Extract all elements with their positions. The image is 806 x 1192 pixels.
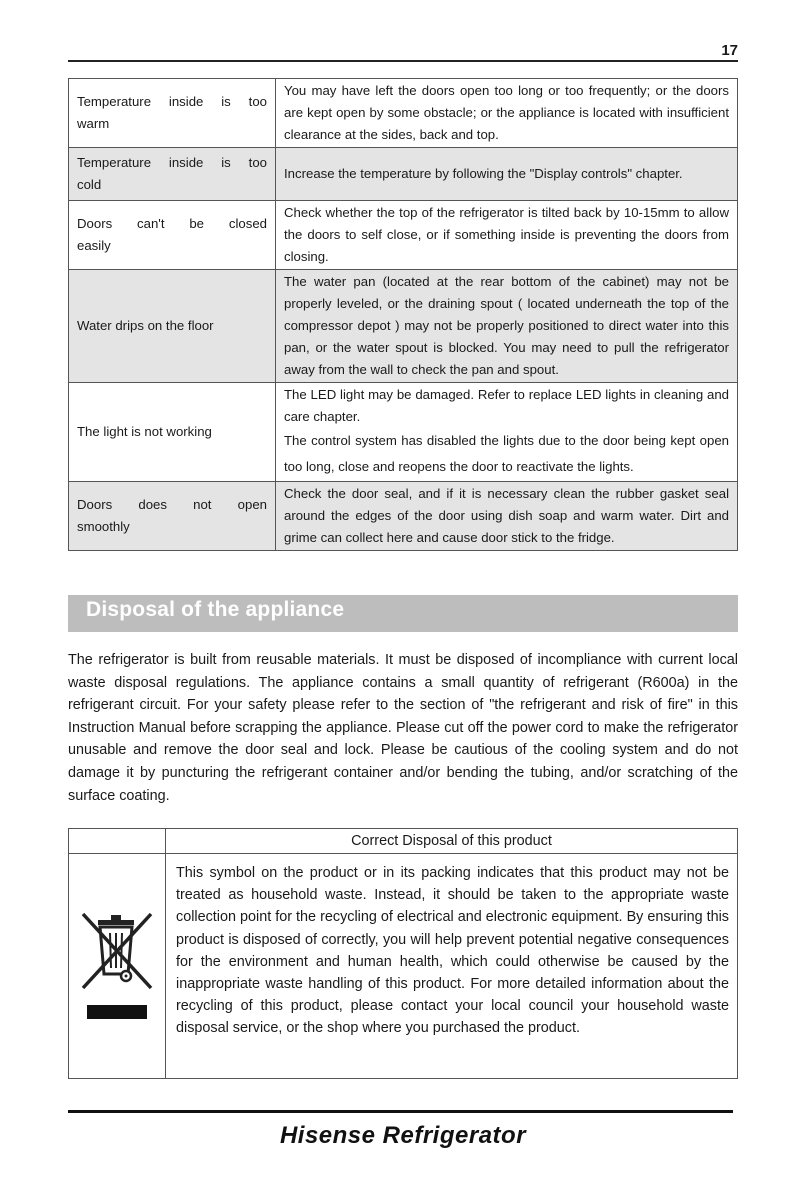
table-row bbox=[69, 482, 738, 551]
problem-cell bbox=[69, 148, 276, 201]
problem-text: Temperature inside is too bbox=[77, 94, 267, 109]
disposal-table bbox=[68, 828, 738, 1079]
weee-symbol-cell bbox=[69, 854, 166, 1079]
problem-cell bbox=[69, 201, 276, 270]
solution-text: Check the door seal, and if it is necessary clean the rubber gasket seal around the edges of the door using dish soap and warm water. Dirt and grime can collect here and cause door stick to the fridge. bbox=[284, 486, 729, 545]
table-row bbox=[69, 201, 738, 270]
solution-text-extra: The control system has disabled the lights due to the door being kept open too long, close and reopens the door to reactivate the lights. bbox=[284, 433, 729, 474]
problem-cell bbox=[69, 482, 276, 551]
section-title: Disposal of the appliance bbox=[86, 598, 345, 621]
problem-cell bbox=[69, 79, 276, 148]
solution-text: You may have left the doors open too long or too frequently; or the doors are kept open by some obstacle; or the appliance is located with insufficient clearance at the sides, back and top. bbox=[284, 83, 729, 142]
troubleshooting-table bbox=[68, 78, 738, 551]
crossed-out-wheelie-bin-icon bbox=[79, 908, 155, 1020]
solution-text: The water pan (located at the rear bottom of the cabinet) may not be properly leveled, or the draining spout ( located underneath the top of the compressor depot ) may not be properly positioned to direct water into this pan, or the water spout is blocked. You may need to pull the refrigerator away from the wall to check the pan and spout. bbox=[284, 274, 729, 377]
solution-cell bbox=[276, 201, 738, 270]
header-rule bbox=[68, 60, 738, 62]
table-row bbox=[69, 148, 738, 201]
disposal-table-text: This symbol on the product or in its packing indicates that this product may not be treated as household waste. Instead, it should be taken to the appropriate waste collection point for the recycling of electrical and electronic equipment. By ensuring this product is disposed of correctly, you will help prevent potential negative consequences for the environment and human health, which could otherwise be caused by the inappropriate waste handling of this product. For more detailed information about the recycling of this product, please contact your local council your household waste disposal service, or the shop where you purchased the product. bbox=[166, 854, 738, 1079]
problem-text: Doors does not open bbox=[77, 497, 267, 512]
table-row bbox=[69, 383, 738, 482]
problem-text: Doors can't be closed bbox=[77, 216, 267, 231]
page-number: 17 bbox=[721, 42, 738, 59]
solution-text: Check whether the top of the refrigerator is tilted back by 10-15mm to allow the doors to self close, or if something inside is preventing the doors from closing. bbox=[284, 205, 729, 264]
solution-cell bbox=[276, 148, 738, 201]
problem-text: smoothly bbox=[77, 519, 130, 534]
solution-text: Increase the temperature by following the "Display controls" chapter. bbox=[284, 166, 683, 181]
table-row bbox=[69, 270, 738, 383]
problem-text: The light is not working bbox=[77, 424, 212, 439]
problem-cell bbox=[69, 270, 276, 383]
problem-text: Water drips on the floor bbox=[77, 318, 214, 333]
disposal-table-corner bbox=[69, 829, 166, 854]
solution-cell bbox=[276, 482, 738, 551]
disposal-paragraph: The refrigerator is built from reusable materials. It must be disposed of incompliance with current local waste disposal regulations. The appliance contains a small quantity of refrigerant (R600a) in the refrigerant circuit. For your safety please refer to the section of "the refrigerant and risk of fire" in this Instruction Manual before scrapping the appliance. Please cut off the power cord to make the refrigerator unusable and remove the door seal and lock. Please be cautious of the cooling system and do not damage it by puncturing the refrigerant container and/or bending the tubing, and/or scratching of the surface coating. bbox=[68, 652, 738, 804]
table-row bbox=[69, 79, 738, 148]
solution-text: The LED light may be damaged. Refer to replace LED lights in cleaning and care chapter. bbox=[284, 387, 729, 424]
solution-cell bbox=[276, 383, 738, 482]
problem-cell bbox=[69, 383, 276, 482]
problem-text: Temperature inside is too bbox=[77, 155, 267, 170]
solution-cell bbox=[276, 79, 738, 148]
solution-cell bbox=[276, 270, 738, 383]
section-heading-band bbox=[68, 595, 738, 632]
disposal-table-header: Correct Disposal of this product bbox=[166, 829, 738, 854]
problem-text: cold bbox=[77, 177, 102, 192]
problem-text: easily bbox=[77, 238, 111, 253]
footer-rule bbox=[68, 1110, 733, 1113]
problem-text: warm bbox=[77, 116, 110, 131]
brand-name: Hisense Refrigerator bbox=[279, 1122, 527, 1149]
